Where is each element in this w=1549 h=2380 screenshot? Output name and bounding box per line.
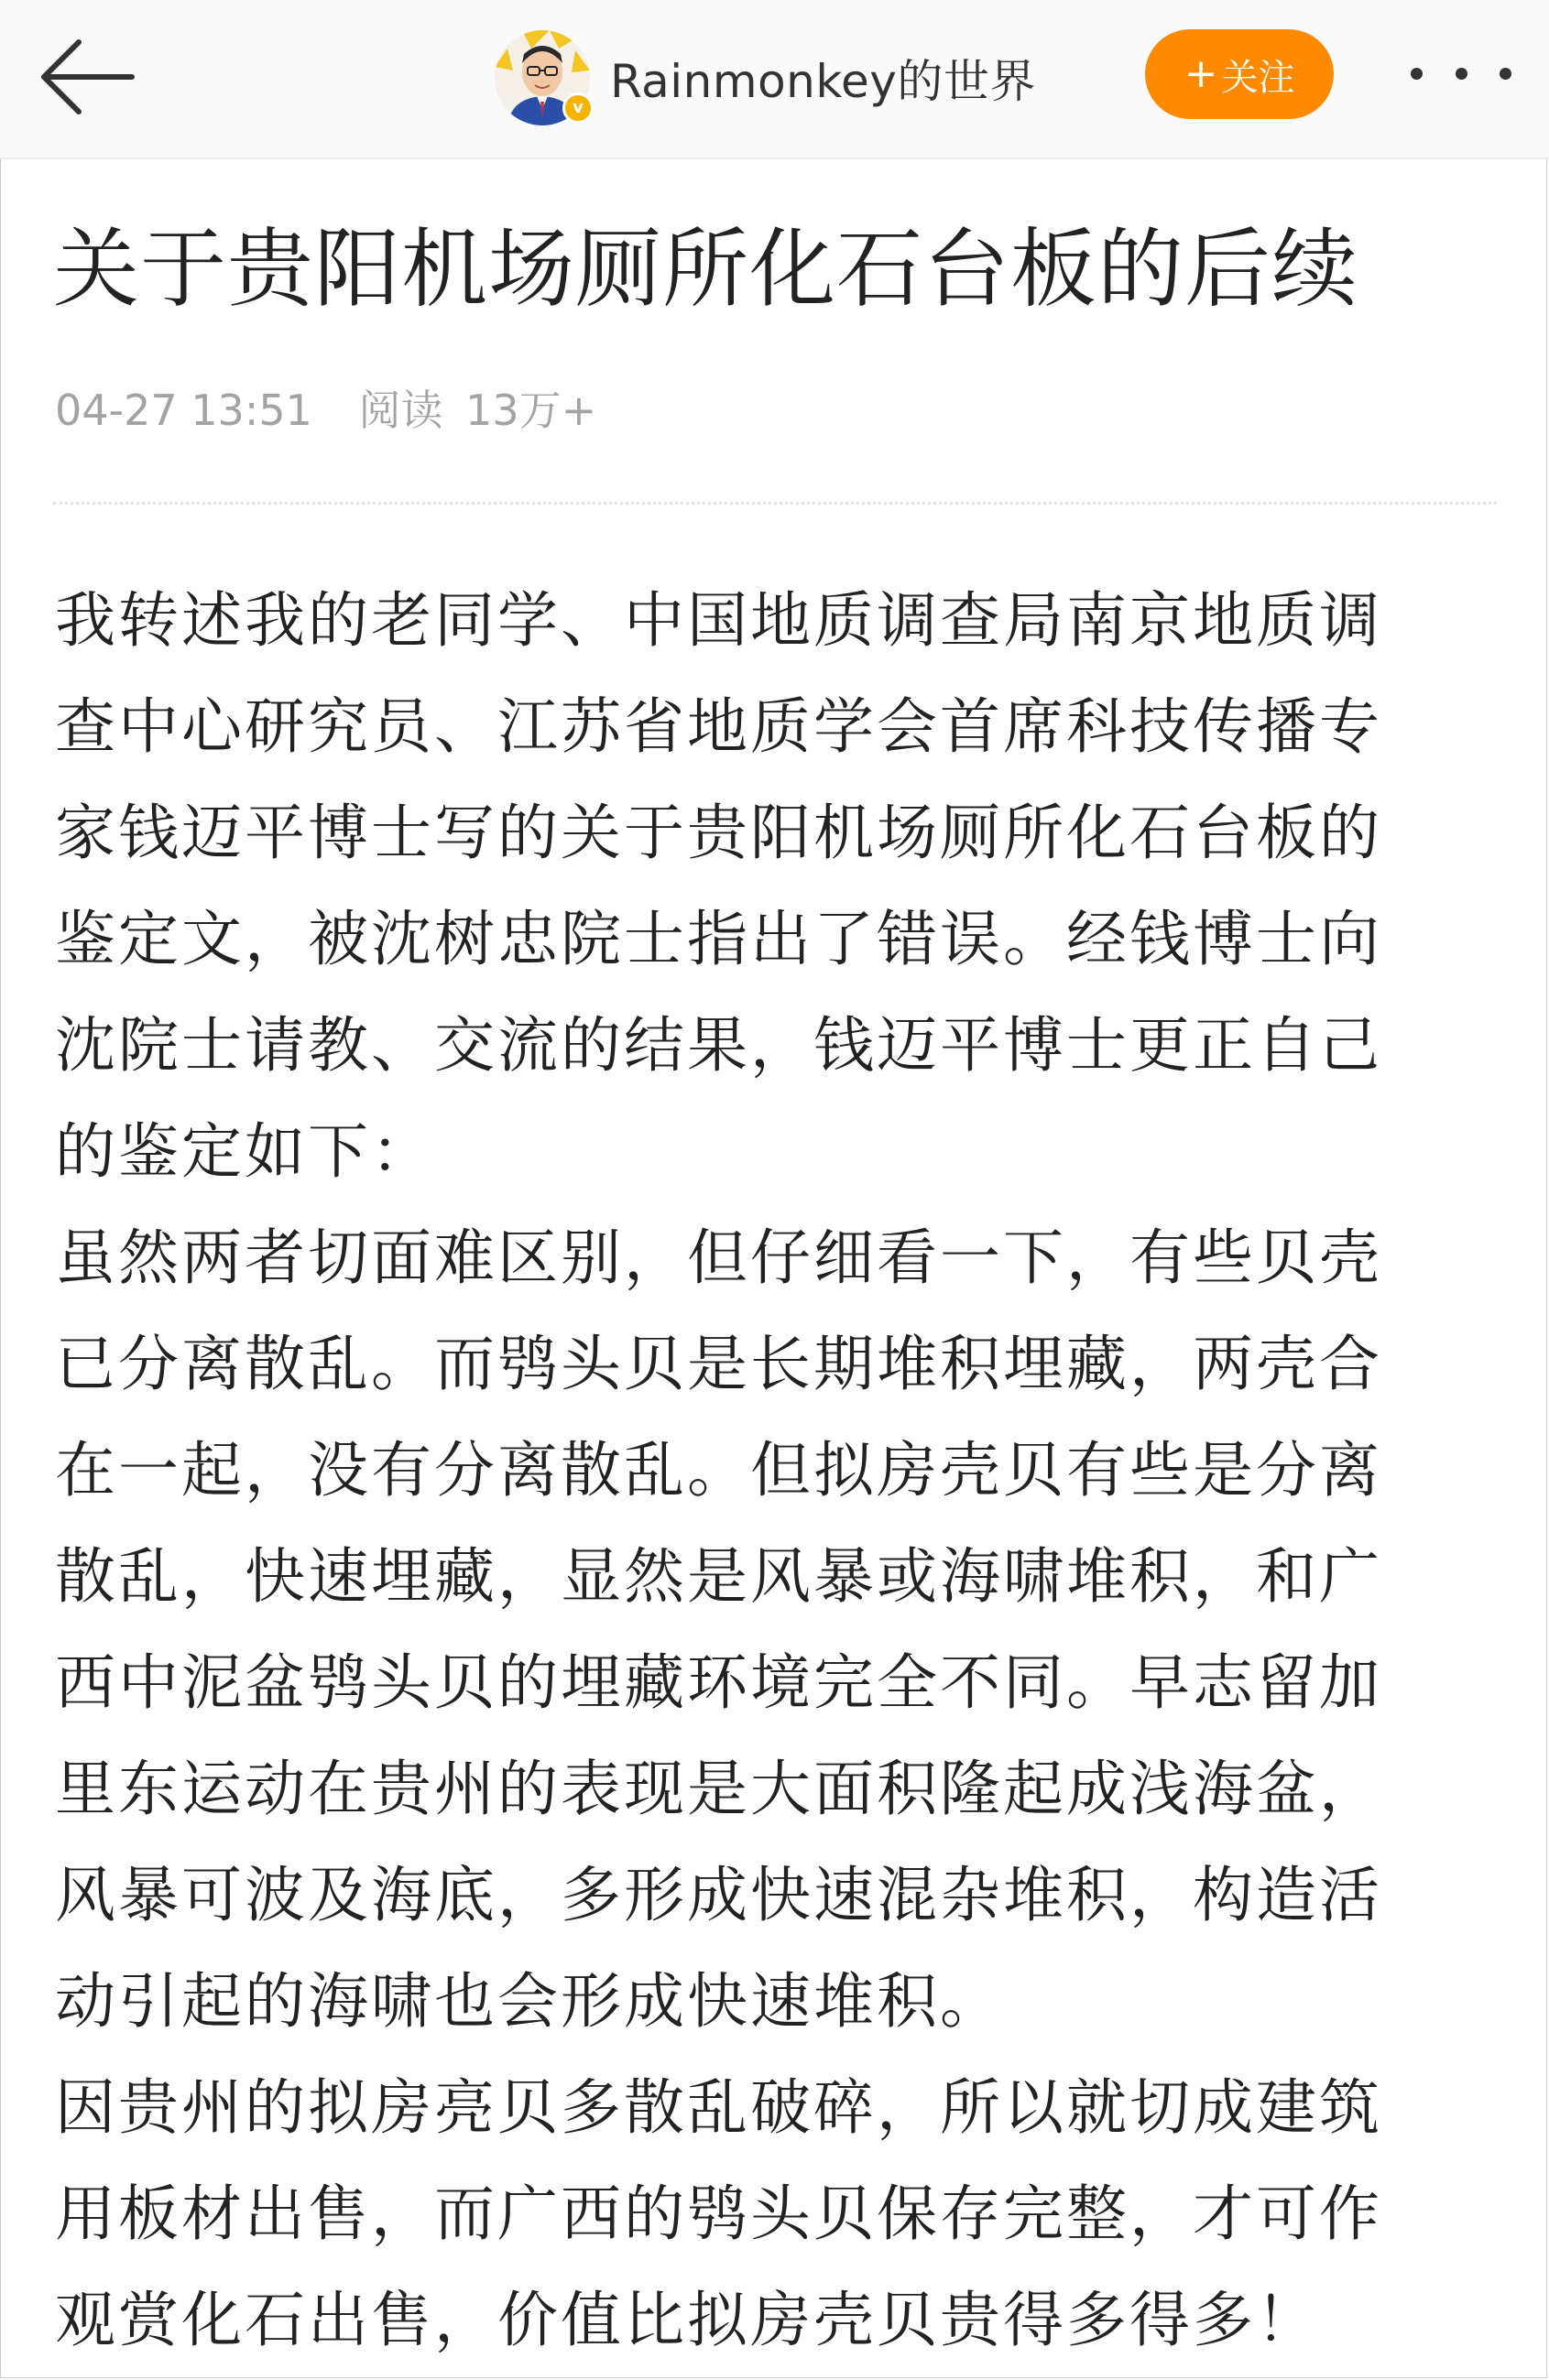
publish-date: 04-27 13:51 xyxy=(55,386,312,435)
body-line: 西中泥盆鸮头贝的埋藏环境完全不同。早志留加 xyxy=(55,1647,1382,1718)
body-line: 已分离散乱。而鸮头贝是长期堆积埋藏，两壳合 xyxy=(55,1329,1382,1399)
body-line: 家钱迈平博士写的关于贵阳机场厕所化石台板的 xyxy=(55,798,1382,868)
more-dots-icon xyxy=(1411,68,1423,80)
read-label: 阅读 xyxy=(358,386,443,435)
verified-badge-icon: v xyxy=(562,92,594,124)
body-line: 的鉴定如下： xyxy=(55,1116,434,1187)
body-line: 风暴可波及海底，多形成快速混杂堆积，构造活 xyxy=(55,1860,1382,1930)
body-line: 因贵州的拟房亮贝多散乱破碎，所以就切成建筑 xyxy=(55,2072,1382,2143)
more-dots-icon xyxy=(1500,68,1511,80)
back-button[interactable] xyxy=(37,33,137,121)
body-line: 观赏化石出售，价值比拟房壳贝贵得多得多！ xyxy=(55,2285,1319,2355)
divider xyxy=(53,502,1497,505)
more-options-button[interactable] xyxy=(1411,55,1511,92)
author-profile[interactable] xyxy=(495,24,1036,132)
body-line: 动引起的海啸也会形成快速堆积。 xyxy=(55,1966,1003,2037)
follow-label: 关注 xyxy=(1221,56,1295,99)
follow-button[interactable] xyxy=(1145,29,1334,119)
arrow-left-icon xyxy=(37,33,137,121)
body-line: 在一起，没有分离散乱。但拟房壳贝有些是分离 xyxy=(55,1435,1382,1505)
top-bar xyxy=(0,0,1549,159)
body-line: 鉴定文，被沈树忠院士指出了错误。经钱博士向 xyxy=(55,904,1382,974)
body-line: 散乱，快速埋藏，显然是风暴或海啸堆积，和广 xyxy=(55,1541,1382,1612)
body-line: 查中心研究员、江苏省地质学会首席科技传播专 xyxy=(55,691,1382,762)
body-line: 用板材出售，而广西的鸮头贝保存完整，才可作 xyxy=(55,2179,1382,2249)
plus-icon: + xyxy=(1184,50,1218,97)
body-line: 我转述我的老同学、中国地质调查局南京地质调 xyxy=(55,585,1382,656)
avatar[interactable] xyxy=(495,30,590,125)
read-count: 13万+ xyxy=(465,386,597,435)
more-dots-icon xyxy=(1456,68,1467,80)
body-line: 虽然两者切面难区别，但仔细看一下，有些贝壳 xyxy=(55,1223,1382,1293)
article-title: 关于贵阳机场厕所化石台板的后续 xyxy=(53,220,1359,320)
body-line: 里东运动在贵州的表现是大面积隆起成浅海盆， xyxy=(55,1754,1382,1824)
author-name[interactable]: Rainmonkey的世界 xyxy=(610,55,1036,108)
article-body xyxy=(55,568,1502,2374)
article-meta xyxy=(55,383,596,438)
body-line: 沈院士请教、交流的结果，钱迈平博士更正自己 xyxy=(55,1010,1382,1081)
